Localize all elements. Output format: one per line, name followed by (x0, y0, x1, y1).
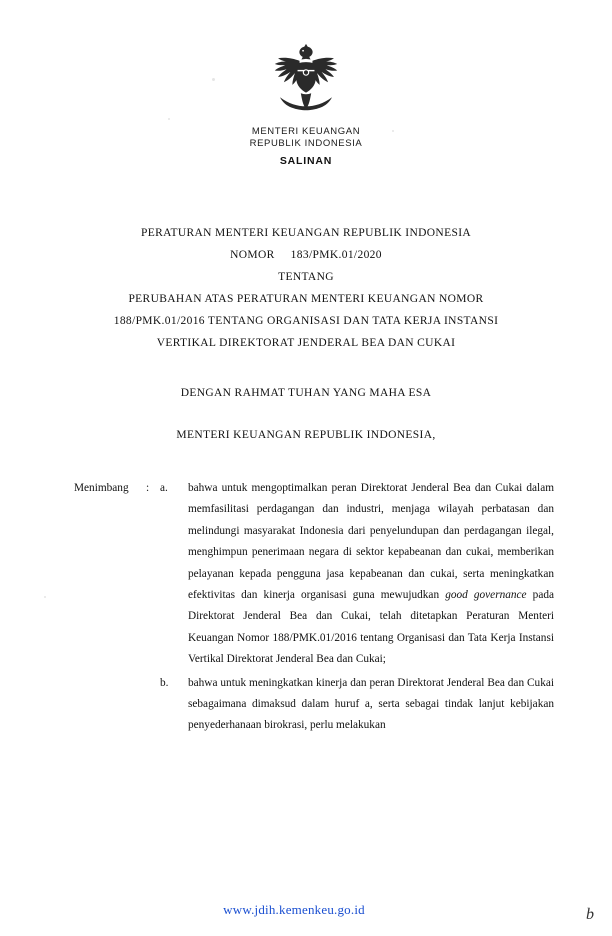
jdih-footer-link[interactable] (0, 902, 612, 918)
nomor-value: 183/PMK.01/2020 (290, 249, 382, 261)
paraf-mark: b (586, 906, 594, 923)
scan-speck (168, 118, 170, 120)
item-letter-a: a. (160, 482, 168, 494)
subtitle-line-2: MENTERI KEUANGAN REPUBLIK INDONESIA, (176, 429, 436, 441)
subtitle-line-1: DENGAN RAHMAT TUHAN YANG MAHA ESA (180, 387, 432, 399)
item-a-part-1: bahwa untuk mengoptimalkan peran Direktorat Jenderal Bea dan Cukai dalam memfasilitasi perdagangan dan industri, menjaga wilayah perbatasan dan melindungi masyarakat Indonesia dari penyelundupan dan perdagangan ilegal, menghimpun penerimaan negara di sektor kepabeanan dan cukai, memberikan pelayanan kepada pengguna jasa kepabeanan dan cukai, serta meningkatkan efektivitas dan kinerja organisasi guna mewujudkan (188, 482, 554, 602)
item-letter-b: b. (160, 676, 169, 689)
item-b-part-1: bahwa untuk meningkatkan kinerja dan peran Direktorat Jenderal Bea dan Cukai sebagaimana dimaksud dalam huruf a, serta sebagai tindak lanjut kebijakan penyederhanaan birokrasi, perlu melakukan (188, 676, 554, 732)
consideration-item-b (74, 673, 554, 737)
salinan-label: SALINAN (279, 155, 333, 167)
garuda-pancasila-emblem (267, 42, 345, 116)
scan-speck (392, 130, 394, 132)
ministry-line-1: MENTERI KEUANGAN (251, 126, 361, 137)
consideration-item-a (74, 478, 554, 671)
ministry-line-2: REPUBLIK INDONESIA (249, 138, 363, 149)
menimbang-colon: : (146, 482, 150, 494)
title-line-3: TENTANG (278, 271, 334, 283)
ministry-heading (0, 126, 612, 150)
title-nomor-line (0, 244, 612, 266)
emblem-container (0, 42, 612, 121)
title-line-1: PERATURAN MENTERI KEUANGAN REPUBLIK INDONESIA (140, 227, 472, 239)
jdih-url[interactable]: www.jdih.kemenkeu.go.id (223, 902, 365, 917)
item-text-b (188, 673, 554, 737)
menimbang-label: Menimbang (74, 482, 129, 494)
title-line-4: PERUBAHAN ATAS PERATURAN MENTERI KEUANGAN NOMOR (128, 293, 484, 305)
regulation-title-block (0, 222, 612, 354)
scan-speck (212, 78, 215, 81)
scan-speck (44, 596, 46, 598)
title-line-5: 188/PMK.01/2016 TENTANG ORGANISASI DAN TATA KERJA INSTANSI (113, 315, 499, 327)
nomor-label: NOMOR (230, 249, 275, 261)
item-a-italic: good governance (445, 589, 527, 602)
considerations-section (74, 478, 554, 737)
item-a-part-2: pada Direktorat Jenderal Bea dan Cukai, telah ditetapkan Peraturan Menteri Keuangan Nomor 188/PMK.01/2016 tentang Organisasi dan Tata Kerja Instansi Vertikal Direktorat Jenderal Bea dan Cukai; (188, 589, 554, 666)
title-line-6: VERTIKAL DIREKTORAT JENDERAL BEA DAN CUKAI (156, 337, 456, 349)
item-text-a (188, 478, 554, 671)
subtitle-block (0, 372, 612, 456)
